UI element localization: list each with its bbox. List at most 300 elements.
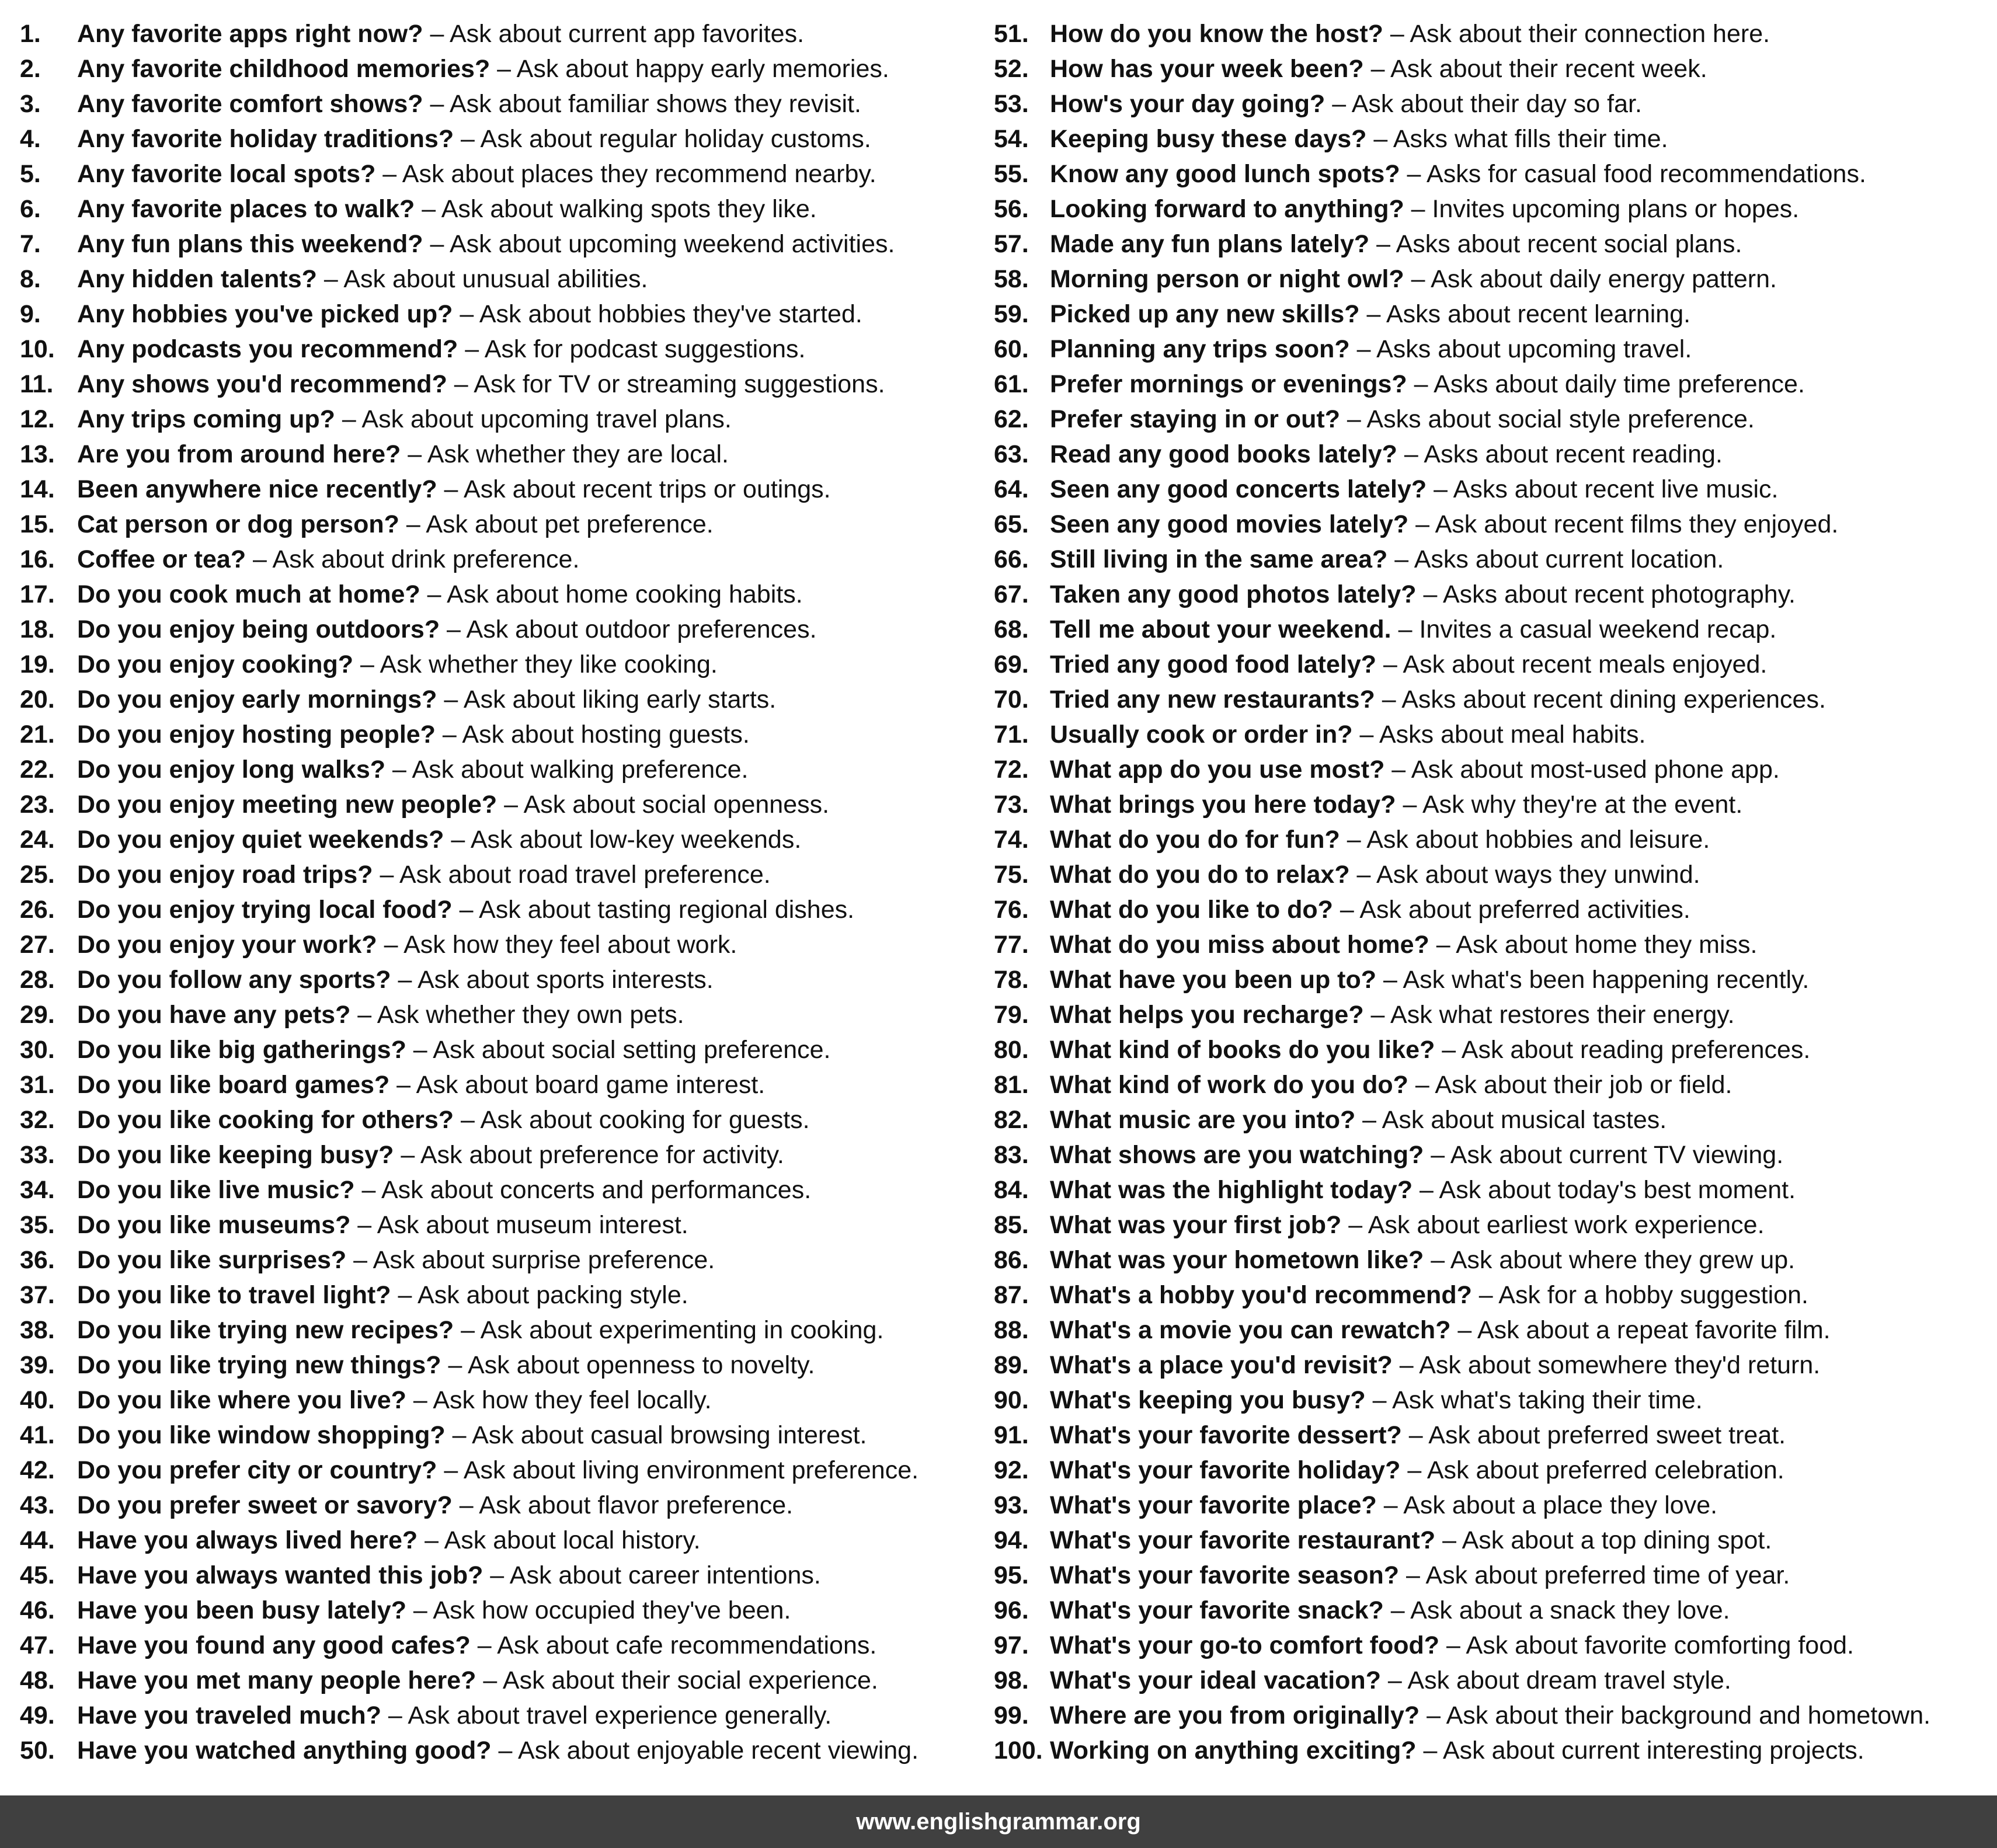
item-text bbox=[1050, 1137, 1783, 1172]
item-text bbox=[1050, 437, 1723, 472]
item-number: 48. bbox=[20, 1666, 55, 1694]
item-number: 29. bbox=[20, 1001, 55, 1029]
item-text bbox=[77, 612, 817, 647]
item-text bbox=[1050, 507, 1838, 542]
item-number: 75. bbox=[994, 861, 1029, 889]
list-item bbox=[20, 402, 977, 437]
item-text bbox=[1050, 1733, 1864, 1768]
dash-separator: – bbox=[454, 1106, 481, 1134]
question-text: Any podcasts you recommend? bbox=[77, 335, 458, 363]
item-text bbox=[1050, 51, 1707, 86]
list-item bbox=[994, 1243, 1986, 1278]
question-description: Ask about recent trips or outings. bbox=[464, 475, 831, 503]
list-item bbox=[20, 857, 977, 892]
list-item bbox=[20, 472, 977, 507]
dash-separator: – bbox=[350, 1211, 377, 1239]
dash-separator: – bbox=[373, 861, 399, 889]
item-text bbox=[77, 51, 889, 86]
question-description: Ask about hobbies and leisure. bbox=[1366, 826, 1710, 854]
item-text bbox=[77, 1348, 815, 1383]
dash-separator: – bbox=[452, 1491, 479, 1519]
dash-separator: – bbox=[435, 721, 462, 749]
question-text: Have you found any good cafes? bbox=[77, 1631, 471, 1659]
question-description: Ask about their connection here. bbox=[1410, 20, 1770, 48]
item-number: 4. bbox=[20, 125, 41, 153]
dash-separator: – bbox=[354, 1176, 381, 1204]
dash-separator: – bbox=[454, 125, 481, 153]
list-item bbox=[20, 297, 977, 332]
list-item bbox=[994, 577, 1986, 612]
dash-separator: – bbox=[375, 160, 402, 188]
question-description: Asks about daily time preference. bbox=[1434, 370, 1805, 398]
item-number: 24. bbox=[20, 826, 55, 854]
question-description: Ask about a repeat favorite film. bbox=[1477, 1316, 1831, 1344]
question-text: What kind of work do you do? bbox=[1050, 1071, 1408, 1099]
question-text: What have you been up to? bbox=[1050, 966, 1377, 994]
dash-separator: – bbox=[1380, 1666, 1408, 1694]
question-description: Ask about road travel preference. bbox=[399, 861, 771, 889]
item-text bbox=[1050, 16, 1770, 51]
question-text: What's keeping you busy? bbox=[1050, 1386, 1366, 1414]
item-number: 67. bbox=[994, 580, 1029, 608]
item-number: 93. bbox=[994, 1491, 1029, 1519]
question-description: Ask about outdoor preferences. bbox=[466, 615, 817, 643]
item-text bbox=[77, 787, 829, 822]
dash-separator: – bbox=[1412, 1176, 1439, 1204]
question-description: Asks about recent learning. bbox=[1386, 300, 1691, 328]
list-item bbox=[20, 1243, 977, 1278]
question-text: Any shows you'd recommend? bbox=[77, 370, 447, 398]
item-number: 49. bbox=[20, 1701, 55, 1729]
question-text: Do you like trying new things? bbox=[77, 1351, 441, 1379]
list-item bbox=[20, 752, 977, 787]
question-text: What music are you into? bbox=[1050, 1106, 1356, 1134]
question-text: Have you been busy lately? bbox=[77, 1596, 406, 1624]
list-item bbox=[20, 1207, 977, 1243]
list-item bbox=[20, 1698, 977, 1733]
list-item bbox=[20, 1523, 977, 1558]
dash-separator: – bbox=[1383, 1596, 1411, 1624]
question-text: Have you always lived here? bbox=[77, 1526, 418, 1554]
item-number: 6. bbox=[20, 195, 41, 223]
question-text: Usually cook or order in? bbox=[1050, 721, 1353, 749]
dash-separator: – bbox=[1376, 650, 1403, 678]
dash-separator: – bbox=[381, 1701, 408, 1729]
item-number: 72. bbox=[994, 756, 1029, 784]
question-description: Ask about current app favorites. bbox=[449, 20, 805, 48]
dash-separator: – bbox=[1416, 1736, 1443, 1765]
item-text bbox=[77, 156, 876, 192]
item-number: 83. bbox=[994, 1141, 1029, 1169]
question-description: Ask about their job or field. bbox=[1435, 1071, 1732, 1099]
question-text: Any hidden talents? bbox=[77, 265, 317, 293]
question-text: Do you enjoy your work? bbox=[77, 931, 377, 959]
question-text: Any favorite places to walk? bbox=[77, 195, 415, 223]
list-item bbox=[994, 1137, 1986, 1172]
list-item bbox=[994, 1383, 1986, 1418]
dash-separator: – bbox=[1435, 1036, 1462, 1064]
question-text: Working on anything exciting? bbox=[1050, 1736, 1417, 1765]
question-text: What's your favorite restaurant? bbox=[1050, 1526, 1436, 1554]
dash-separator: – bbox=[1400, 1456, 1427, 1484]
list-item bbox=[20, 612, 977, 647]
question-description: Ask about hobbies they've started. bbox=[479, 300, 862, 328]
question-description: Ask about sports interests. bbox=[417, 966, 714, 994]
question-description: Ask about cooking for guests. bbox=[480, 1106, 810, 1134]
question-description: Ask about preferred sweet treat. bbox=[1428, 1421, 1786, 1449]
question-text: Do you cook much at home? bbox=[77, 580, 420, 608]
list-item bbox=[20, 262, 977, 297]
list-item bbox=[994, 1172, 1986, 1207]
list-item bbox=[20, 1102, 977, 1137]
item-text bbox=[1050, 787, 1742, 822]
item-text bbox=[1050, 857, 1700, 892]
dash-separator: – bbox=[389, 1071, 416, 1099]
list-item bbox=[20, 787, 977, 822]
question-description: Ask about enjoyable recent viewing. bbox=[518, 1736, 919, 1765]
question-description: Ask about pet preference. bbox=[426, 510, 714, 538]
item-text bbox=[77, 227, 895, 262]
dash-separator: – bbox=[437, 475, 464, 503]
item-number: 90. bbox=[994, 1386, 1029, 1414]
question-text: Do you enjoy trying local food? bbox=[77, 896, 453, 924]
item-text bbox=[1050, 1278, 1808, 1313]
item-number: 10. bbox=[20, 335, 55, 363]
item-number: 99. bbox=[994, 1701, 1029, 1729]
list-item bbox=[994, 192, 1986, 227]
question-text: What do you do for fun? bbox=[1050, 826, 1340, 854]
question-text: Do you like big gatherings? bbox=[77, 1036, 406, 1064]
item-text bbox=[77, 86, 861, 121]
item-number: 66. bbox=[994, 545, 1029, 573]
item-text bbox=[77, 297, 862, 332]
item-number: 80. bbox=[994, 1036, 1029, 1064]
item-text bbox=[1050, 1523, 1772, 1558]
item-text bbox=[1050, 717, 1645, 752]
question-description: Ask about dream travel style. bbox=[1407, 1666, 1731, 1694]
dash-separator: – bbox=[1397, 440, 1424, 468]
question-description: Asks about recent reading. bbox=[1424, 440, 1723, 468]
dash-separator: – bbox=[1340, 405, 1367, 433]
item-text bbox=[1050, 1663, 1731, 1698]
item-number: 26. bbox=[20, 896, 55, 924]
list-item bbox=[20, 1278, 977, 1313]
item-text bbox=[1050, 1067, 1732, 1102]
item-number: 28. bbox=[20, 966, 55, 994]
dash-separator: – bbox=[1404, 265, 1431, 293]
dash-separator: – bbox=[1384, 756, 1411, 784]
question-text: What was your hometown like? bbox=[1050, 1246, 1424, 1274]
question-text: Any trips coming up? bbox=[77, 405, 335, 433]
question-text: Any favorite local spots? bbox=[77, 160, 376, 188]
question-description: Ask about unusual abilities. bbox=[343, 265, 648, 293]
question-description: Ask about walking spots they like. bbox=[441, 195, 817, 223]
item-number: 88. bbox=[994, 1316, 1029, 1344]
question-text: Know any good lunch spots? bbox=[1050, 160, 1400, 188]
item-number: 25. bbox=[20, 861, 55, 889]
item-number: 35. bbox=[20, 1211, 55, 1239]
dash-separator: – bbox=[1369, 230, 1396, 258]
question-text: What was your first job? bbox=[1050, 1211, 1342, 1239]
question-text: Prefer staying in or out? bbox=[1050, 405, 1340, 433]
dash-separator: – bbox=[440, 615, 467, 643]
question-description: Ask about liking early starts. bbox=[463, 685, 777, 714]
question-description: Ask about musical tastes. bbox=[1382, 1106, 1667, 1134]
list-item bbox=[994, 402, 1986, 437]
item-number: 61. bbox=[994, 370, 1029, 398]
list-item bbox=[20, 437, 977, 472]
question-description: Ask about surprise preference. bbox=[373, 1246, 715, 1274]
question-description: Ask about career intentions. bbox=[509, 1561, 821, 1589]
list-item bbox=[994, 1523, 1986, 1558]
item-text bbox=[77, 997, 684, 1032]
question-description: Ask what's been happening recently. bbox=[1403, 966, 1810, 994]
question-description: Ask about their recent week. bbox=[1390, 55, 1707, 83]
question-description: Ask about living environment preference. bbox=[463, 1456, 919, 1484]
dash-separator: – bbox=[415, 195, 441, 223]
question-text: What's your ideal vacation? bbox=[1050, 1666, 1381, 1694]
item-text bbox=[77, 1207, 688, 1243]
dash-separator: – bbox=[406, 1596, 433, 1624]
item-text bbox=[77, 262, 648, 297]
question-text: Any favorite apps right now? bbox=[77, 20, 423, 48]
item-text bbox=[77, 367, 885, 402]
question-text: Do you enjoy quiet weekends? bbox=[77, 826, 444, 854]
item-text bbox=[1050, 1102, 1667, 1137]
item-number: 19. bbox=[20, 650, 55, 678]
item-number: 17. bbox=[20, 580, 55, 608]
dash-separator: – bbox=[350, 1001, 377, 1029]
dash-separator: – bbox=[1365, 1386, 1393, 1414]
dash-separator: – bbox=[423, 230, 450, 258]
item-text bbox=[77, 1172, 811, 1207]
item-text bbox=[77, 1523, 701, 1558]
question-description: Ask about current interesting projects. bbox=[1442, 1736, 1864, 1765]
item-number: 5. bbox=[20, 160, 41, 188]
item-number: 31. bbox=[20, 1071, 55, 1099]
item-text bbox=[1050, 1032, 1810, 1067]
item-text bbox=[1050, 1172, 1796, 1207]
item-number: 13. bbox=[20, 440, 55, 468]
list-item bbox=[20, 927, 977, 962]
list-item bbox=[994, 1067, 1986, 1102]
item-text bbox=[77, 332, 806, 367]
item-number: 43. bbox=[20, 1491, 55, 1519]
dash-separator: – bbox=[1387, 545, 1414, 573]
item-text bbox=[77, 1418, 867, 1453]
question-description: Ask about social setting preference. bbox=[433, 1036, 831, 1064]
item-number: 1. bbox=[20, 20, 41, 48]
dash-separator: – bbox=[1349, 861, 1377, 889]
item-text bbox=[1050, 1348, 1820, 1383]
item-text bbox=[77, 892, 854, 927]
item-text bbox=[1050, 1243, 1795, 1278]
dash-separator: – bbox=[1400, 160, 1427, 188]
dash-separator: – bbox=[346, 1246, 373, 1274]
question-description: Ask about walking preference. bbox=[412, 756, 749, 784]
item-number: 81. bbox=[994, 1071, 1029, 1099]
question-text: Do you like cooking for others? bbox=[77, 1106, 454, 1134]
question-text: Do you like to travel light? bbox=[77, 1281, 391, 1309]
question-text: What's your favorite holiday? bbox=[1050, 1456, 1401, 1484]
dash-separator: – bbox=[1399, 1561, 1426, 1589]
dash-separator: – bbox=[1450, 1316, 1477, 1344]
question-text: What was the highlight today? bbox=[1050, 1176, 1413, 1204]
list-item bbox=[20, 962, 977, 997]
dash-separator: – bbox=[1408, 1071, 1435, 1099]
item-number: 15. bbox=[20, 510, 55, 538]
item-text bbox=[1050, 472, 1778, 507]
item-number: 9. bbox=[20, 300, 41, 328]
footer-website[interactable]: www.englishgrammar.org bbox=[0, 1795, 1997, 1848]
dash-separator: – bbox=[441, 1351, 468, 1379]
item-text bbox=[77, 472, 831, 507]
item-number: 41. bbox=[20, 1421, 55, 1449]
dash-separator: – bbox=[437, 685, 464, 714]
list-item bbox=[994, 86, 1986, 121]
item-text bbox=[77, 1558, 821, 1593]
list-item bbox=[994, 857, 1986, 892]
item-text bbox=[1050, 962, 1809, 997]
item-text bbox=[77, 402, 732, 437]
list-item bbox=[994, 1558, 1986, 1593]
question-description: Ask why they're at the event. bbox=[1422, 791, 1743, 819]
question-text: Have you met many people here? bbox=[77, 1666, 476, 1694]
question-description: Ask about today's best moment. bbox=[1439, 1176, 1796, 1204]
question-text: Do you like keeping busy? bbox=[77, 1141, 394, 1169]
dash-separator: – bbox=[399, 510, 426, 538]
dash-separator: – bbox=[1341, 1211, 1368, 1239]
item-text bbox=[1050, 332, 1692, 367]
question-description: Ask about cafe recommendations. bbox=[497, 1631, 877, 1659]
question-text: Any fun plans this weekend? bbox=[77, 230, 423, 258]
dash-separator: – bbox=[1439, 1631, 1466, 1659]
list-item bbox=[994, 121, 1986, 156]
item-text bbox=[1050, 682, 1826, 717]
question-description: Ask about current TV viewing. bbox=[1450, 1141, 1784, 1169]
question-description: Ask about reading preferences. bbox=[1461, 1036, 1811, 1064]
question-description: Ask about a top dining spot. bbox=[1462, 1526, 1772, 1554]
list-item bbox=[994, 332, 1986, 367]
item-number: 30. bbox=[20, 1036, 55, 1064]
question-text: Do you enjoy long walks? bbox=[77, 756, 386, 784]
dash-separator: – bbox=[1363, 1001, 1391, 1029]
dash-separator: – bbox=[353, 650, 380, 678]
item-number: 34. bbox=[20, 1176, 55, 1204]
list-item bbox=[20, 86, 977, 121]
item-text bbox=[1050, 542, 1724, 577]
item-number: 11. bbox=[20, 370, 54, 398]
list-item bbox=[20, 1418, 977, 1453]
item-number: 96. bbox=[994, 1596, 1029, 1624]
question-description: Ask about drink preference. bbox=[272, 545, 580, 573]
question-text: How's your day going? bbox=[1050, 90, 1325, 118]
list-item bbox=[20, 822, 977, 857]
question-text: Seen any good concerts lately? bbox=[1050, 475, 1427, 503]
item-number: 84. bbox=[994, 1176, 1029, 1204]
list-item bbox=[20, 1172, 977, 1207]
item-number: 39. bbox=[20, 1351, 55, 1379]
item-number: 69. bbox=[994, 650, 1029, 678]
item-text bbox=[77, 437, 729, 472]
question-description: Ask whether they own pets. bbox=[377, 1001, 684, 1029]
item-number: 42. bbox=[20, 1456, 55, 1484]
question-description: Asks about recent social plans. bbox=[1396, 230, 1742, 258]
dash-separator: – bbox=[445, 1421, 472, 1449]
dash-separator: – bbox=[1392, 1351, 1420, 1379]
item-number: 18. bbox=[20, 615, 55, 643]
item-text bbox=[1050, 1207, 1765, 1243]
item-text bbox=[77, 1698, 831, 1733]
list-item bbox=[20, 1593, 977, 1628]
question-text: Are you from around here? bbox=[77, 440, 401, 468]
dash-separator: – bbox=[335, 405, 362, 433]
question-text: Taken any good photos lately? bbox=[1050, 580, 1417, 608]
dash-separator: – bbox=[497, 791, 524, 819]
question-description: Ask about regular holiday customs. bbox=[480, 125, 871, 153]
dash-separator: – bbox=[1404, 195, 1432, 223]
item-number: 20. bbox=[20, 685, 55, 714]
list-item bbox=[20, 717, 977, 752]
item-text bbox=[77, 121, 871, 156]
dash-separator: – bbox=[452, 896, 479, 924]
question-text: What's your favorite season? bbox=[1050, 1561, 1400, 1589]
question-text: Cat person or dog person? bbox=[77, 510, 399, 538]
list-item bbox=[994, 542, 1986, 577]
question-text: Do you prefer city or country? bbox=[77, 1456, 437, 1484]
question-description: Ask about experimenting in cooking. bbox=[480, 1316, 884, 1344]
dash-separator: – bbox=[1407, 370, 1434, 398]
question-description: Ask for podcast suggestions. bbox=[484, 335, 806, 363]
question-text: What brings you here today? bbox=[1050, 791, 1396, 819]
list-item bbox=[994, 1488, 1986, 1523]
item-text bbox=[77, 647, 718, 682]
dash-separator: – bbox=[483, 1561, 510, 1589]
dash-separator: – bbox=[377, 931, 404, 959]
list-item bbox=[20, 1348, 977, 1383]
item-text bbox=[1050, 997, 1735, 1032]
question-text: Coffee or tea? bbox=[77, 545, 246, 573]
list-item bbox=[994, 472, 1986, 507]
item-text bbox=[1050, 892, 1690, 927]
list-item bbox=[994, 752, 1986, 787]
list-item bbox=[20, 997, 977, 1032]
list-item bbox=[20, 1488, 977, 1523]
question-text: Do you have any pets? bbox=[77, 1001, 351, 1029]
item-number: 85. bbox=[994, 1211, 1029, 1239]
question-text: Tell me about your weekend. bbox=[1050, 615, 1391, 643]
question-description: Ask about museum interest. bbox=[377, 1211, 688, 1239]
item-text bbox=[77, 577, 803, 612]
question-text: What's a place you'd revisit? bbox=[1050, 1351, 1393, 1379]
item-text bbox=[77, 822, 801, 857]
item-number: 44. bbox=[20, 1526, 55, 1554]
item-text bbox=[77, 962, 714, 997]
dash-separator: – bbox=[246, 545, 273, 573]
dash-separator: – bbox=[1408, 510, 1435, 538]
list-item bbox=[20, 1558, 977, 1593]
question-description: Ask about openness to novelty. bbox=[467, 1351, 815, 1379]
item-text bbox=[1050, 86, 1642, 121]
dash-separator: – bbox=[1435, 1526, 1462, 1554]
list-item bbox=[20, 1032, 977, 1067]
question-description: Ask what's taking their time. bbox=[1392, 1386, 1703, 1414]
dash-separator: – bbox=[406, 1386, 433, 1414]
list-item bbox=[20, 121, 977, 156]
item-text bbox=[77, 1067, 765, 1102]
item-number: 78. bbox=[994, 966, 1029, 994]
dash-separator: – bbox=[1424, 1141, 1450, 1169]
